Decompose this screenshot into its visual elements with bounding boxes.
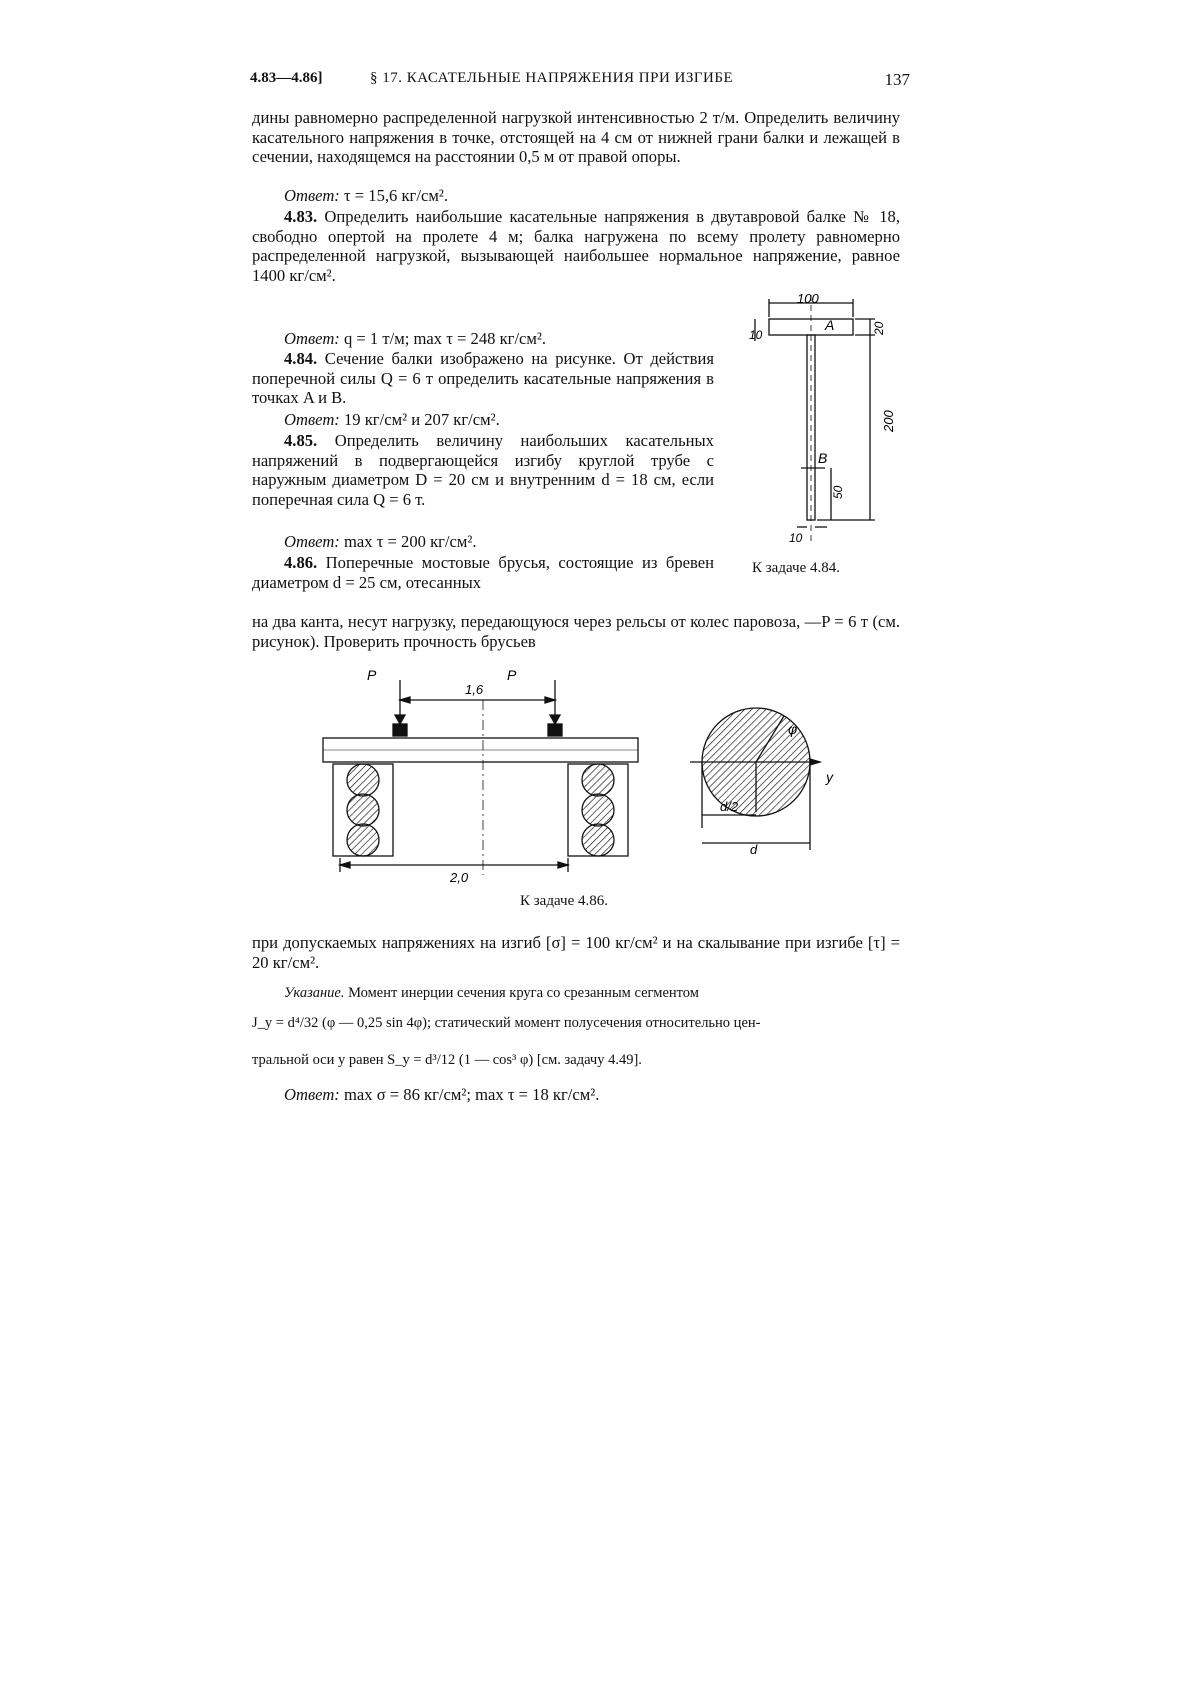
answer-value: q = 1 т/м; max τ = 248 кг/см². [343, 329, 547, 348]
hint-text-2: J_y = d⁴/32 (φ — 0,25 sin 4φ); статический момент полусечения относительно цен- [252, 1015, 761, 1031]
answer-value: 19 кг/см² и 207 кг/см². [343, 410, 500, 429]
problem-number: 4.83. [284, 207, 318, 226]
header-section-title: § 17. КАСАТЕЛЬНЫЕ НАПРЯЖЕНИЯ ПРИ ИЗГИБЕ [370, 70, 734, 86]
problem-text-b: на два канта, несут нагрузку, передающуюся через рельсы от колес паровоза, —P = 6 т (см. рисунок). Проверить прочность брусьев [252, 612, 900, 651]
dim-web-label: 10 [749, 328, 763, 342]
hint-text-3: тральной оси y равен S_y = d³/12 (1 — cos³ φ) [см. задачу 4.49]. [252, 1052, 642, 1068]
dim-b-offset-label: 50 [831, 485, 845, 499]
problem-4-86-answer [252, 1085, 900, 1105]
problem-4-86-start [252, 553, 714, 592]
dim-web-bottom-label: 10 [789, 531, 803, 545]
point-b-label: B [818, 450, 828, 466]
header-range: 4.83—4.86] [250, 70, 323, 86]
dim-half-label: d/2 [720, 799, 739, 814]
dim-width-label: 100 [797, 291, 819, 306]
dim-supports-label: 2,0 [450, 870, 469, 885]
answer-value: max σ = 86 кг/см²; max τ = 18 кг/см². [343, 1085, 600, 1104]
dim-flange-label: 20 [872, 321, 886, 335]
problem-text: Определить наибольшие касательные напряжения в двутавровой балке № 18, свободно опертой на пролете 4 м; балка нагружена по всему пролету равномерно распределенной нагрузкой, вызывающей наибольшее нормальное напряжение, равное 1400 кг/см². [252, 207, 900, 285]
load-right-label: P [507, 667, 517, 683]
problem-number: 4.84. [284, 349, 318, 368]
answer-label: Ответ: [284, 329, 340, 348]
answer-value: max τ = 200 кг/см². [343, 532, 477, 551]
caption-4-84: К задаче 4.84. [752, 560, 840, 576]
problem-4-83-head [252, 207, 900, 285]
page-number: 137 [884, 70, 910, 89]
intro-paragraph [252, 108, 900, 167]
answer-label: Ответ: [284, 186, 340, 205]
problem-4-85 [252, 431, 714, 509]
figure-4-86-beam [315, 660, 655, 885]
answer-label: Ответ: [284, 1085, 340, 1104]
answer-value: τ = 15,6 кг/см². [343, 186, 448, 205]
load-left-label: P [367, 667, 377, 683]
dim-full-label: d [750, 842, 758, 857]
problem-text: Сечение балки изображено на рисунке. От действия поперечной силы Q = 6 т определить касательные напряжения в точках A и B. [252, 349, 714, 408]
caption-4-86: К задаче 4.86. [520, 893, 608, 909]
problem-4-86-end [252, 933, 900, 972]
hint-text-1: Момент инерции сечения круга со срезанным сегментом [348, 985, 699, 1001]
hint-line-2 [252, 1013, 900, 1033]
dim-height-label: 200 [881, 410, 896, 432]
figure-4-84 [735, 285, 900, 550]
problem-4-84 [252, 349, 714, 408]
problem-4-83-answer [252, 329, 714, 349]
answer-label: Ответ: [284, 410, 340, 429]
answer-label: Ответ: [284, 532, 340, 551]
hint-label: Указание. [284, 985, 345, 1001]
dim-rails-label: 1,6 [465, 682, 484, 697]
problem-text: Определить величину наибольших касательных напряжений в подвергающейся изгибу круглой трубе с наружным диаметром D = 20 см и внутренним d = 18 см, если поперечная сила Q = 6 т. [252, 431, 714, 509]
problem-text-c: при допускаемых напряжениях на изгиб [σ] = 100 кг/см² и на скалывание при изгибе [τ] = 20 кг/см². [252, 933, 900, 972]
hint-line-1 [252, 983, 900, 1003]
intro-text: дины равномерно распределенной нагрузкой интенсивностью 2 т/м. Определить величину касательного напряжения в точке, отстоящей на 4 см от нижней грани балки и лежащей в сечении, находящемся на расстоянии 0,5 м от правой опоры. [252, 108, 900, 167]
figure-4-86-section [690, 700, 840, 870]
problem-number: 4.86. [284, 553, 318, 572]
hint-line-3 [252, 1050, 900, 1070]
problem-text-a: Поперечные мостовые брусья, состоящие из бревен диаметром d = 25 см, отесанных [252, 553, 714, 592]
problem-4-84-answer [252, 410, 714, 430]
angle-label: φ [788, 721, 798, 737]
problem-4-86-cont [252, 612, 900, 651]
problem-number: 4.85. [284, 431, 318, 450]
running-header [250, 70, 910, 92]
problem-4-85-answer [252, 532, 714, 552]
intro-answer [252, 186, 900, 206]
axis-y-label: y [826, 769, 833, 785]
point-a-label: A [825, 317, 835, 333]
